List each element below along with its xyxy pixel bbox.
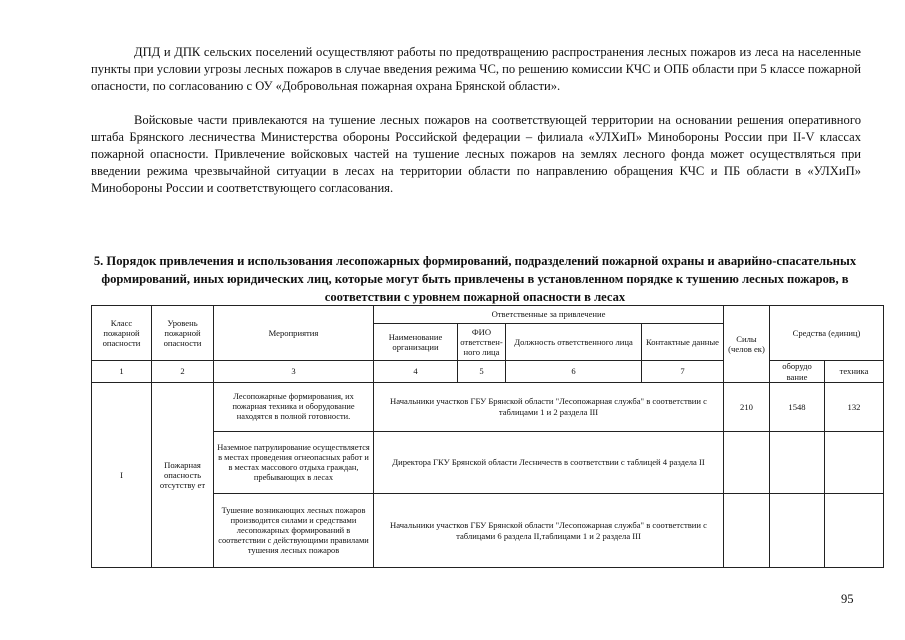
vehicles-cell	[825, 494, 884, 568]
header-vehicles: техника	[825, 361, 884, 383]
vehicles-cell: 132	[825, 383, 884, 432]
equipment-cell	[770, 494, 825, 568]
col-number: 1	[92, 361, 152, 383]
paragraph-dpd: ДПД и ДПК сельских поселений осуществляют работы по предотвращению распространения лесных пожаров из леса на населенные пункты при условии угрозы лесных пожаров в случае введения режима ЧС, по решению комиссии КЧС и ОПБ области при 5 классе пожарной опасности, по согласованию с ОУ «Добровольная пожарная охрана Брянской области».	[91, 45, 861, 93]
header-fio: ФИО ответствен-ного лица	[458, 324, 506, 361]
forces-cell: 210	[724, 383, 770, 432]
col-number: 6	[506, 361, 642, 383]
header-org-name: Наименование организации	[374, 324, 458, 361]
header-contacts: Контактные данные	[642, 324, 724, 361]
responsible-cell: Начальники участков ГБУ Брянской области "Лесопожарная служба" в соответствии с таблицами 1 и 2 раздела III	[374, 383, 724, 432]
forces-cell	[724, 432, 770, 494]
activity-cell: Наземное патрулирование осуществляется в местах проведения огнеопасных работ и в местах массового отдыха граждан, пребывающих в лесах	[214, 432, 374, 494]
col-number: 2	[152, 361, 214, 383]
header-level: Уровень пожарной опасности	[152, 306, 214, 361]
responsible-cell: Директора ГКУ Брянской области Лесничеств в соответствии с таблицей 4 раздела II	[374, 432, 724, 494]
paragraph-military-units: Войсковые части привлекаются на тушение лесных пожаров на соответствующей территории на основании решения оперативного штаба Брянского лесничества Министерства обороны Российской федерации – филиала «УЛХиП» Минобороны России при II-V классах пожарной опасности. Привлечение войсковых частей на тушение лесных пожаров на землях лесного фонда может осуществляться при введении режима чрезвычайной ситуации в лесах на территории области по направлению обращения КЧС и ПБ области в «УЛХиП» Минобороны России и соответствующего согласования.	[91, 113, 861, 195]
fire-response-table	[91, 305, 884, 568]
forces-cell	[724, 494, 770, 568]
activity-cell: Тушение возникающих лесных пожаров производится силами и средствами лесопожарных формирований в соответствии с действующими правилами тушения лесных пожаров	[214, 494, 374, 568]
table-row	[92, 383, 884, 432]
col-number: 5	[458, 361, 506, 383]
vehicles-cell	[825, 432, 884, 494]
fire-level-cell: Пожарная опасность отсутству ет	[152, 383, 214, 568]
header-responsible: Ответственные за привлечение	[374, 306, 724, 324]
equipment-cell: 1548	[770, 383, 825, 432]
header-equipment: оборудо вание	[770, 361, 825, 383]
equipment-cell	[770, 432, 825, 494]
responsible-cell: Начальники участков ГБУ Брянской области "Лесопожарная служба" в соответствии с таблицами 6 раздела II,таблицами 1 и 2 раздела III	[374, 494, 724, 568]
header-activities: Мероприятия	[214, 306, 374, 361]
col-number: 4	[374, 361, 458, 383]
header-means: Средства (единиц)	[770, 306, 884, 361]
header-class: Класс пожарной опасности	[92, 306, 152, 361]
header-forces: Силы (челов ек)	[724, 306, 770, 383]
col-number: 3	[214, 361, 374, 383]
col-number: 7	[642, 361, 724, 383]
section-heading: 5. Порядок привлечения и использования лесопожарных формирований, подразделений пожарной охраны и аварийно-спасательных формирований, иных юридических лиц, которые могут быть привлечены в установленном порядке к тушению лесных пожаров, в соответствии с уровнем пожарной опасности в лесах	[93, 254, 857, 304]
page-number: 95	[841, 592, 854, 606]
fire-class-cell: I	[92, 383, 152, 568]
activity-cell: Лесопожарные формирования, их пожарная техника и оборудование находятся в полной готовности.	[214, 383, 374, 432]
header-position: Должность ответственного лица	[506, 324, 642, 361]
